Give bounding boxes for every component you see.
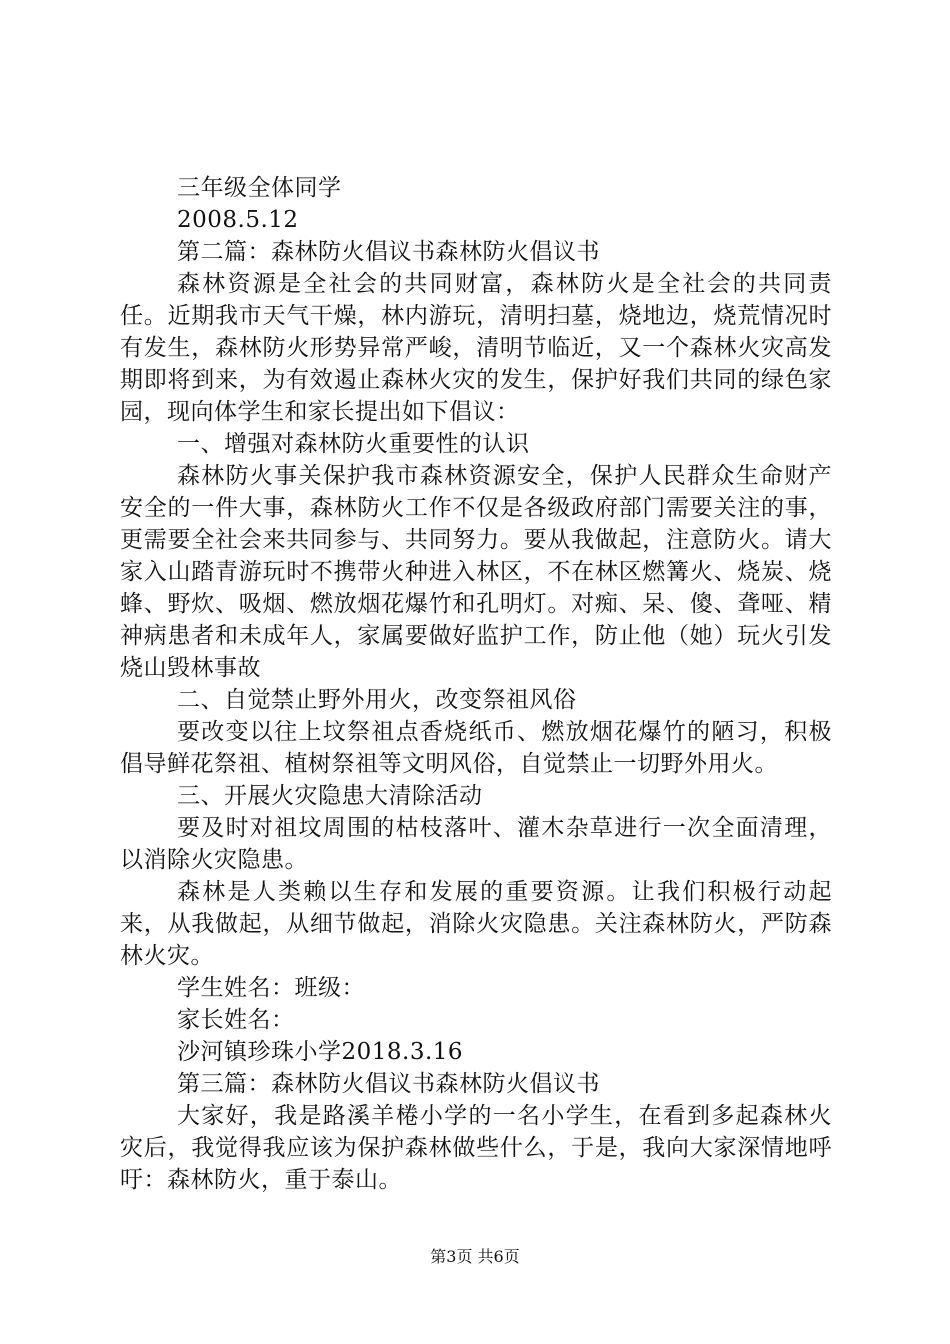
date-line: 2008.5.12 [177, 207, 299, 233]
page-number-footer: 第3页 共6页 [430, 1247, 520, 1266]
point-3-heading: 三、开展火灾隐患大清除活动 [177, 783, 483, 809]
point-2-body: 要改变以往上坟祭祖点香烧纸币、燃放烟花爆竹的陋习，积极倡导鲜花祭祖、植树祭祖等文明风俗，自觉禁止一切野外用火。 [120, 719, 832, 777]
section-heading-2: 第二篇：森林防火倡议书森林防火倡议书 [177, 239, 600, 265]
section-3-paragraph: 大家好，我是路溪羊棬小学的一名小学生，在看到多起森林火灾后，我觉得我应该为保护森林做些什么，于是，我向大家深情地呼吁：森林防火，重于泰山。 [120, 1103, 832, 1193]
intro-paragraph: 森林资源是全社会的共同财富，森林防火是全社会的共同责任。近期我市天气干燥，林内游玩，清明扫墓，烧地边，烧荒情况时有发生，森林防火形势异常严峻，清明节临近，又一个森林火灾高发期即将到来，为有效遏止森林火灾的发生，保护好我们共同的绿色家园，现向体学生和家长提出如下倡议： [120, 271, 832, 425]
section-heading-3: 第三篇：森林防火倡议书森林防火倡议书 [177, 1071, 600, 1097]
document-body [120, 172, 832, 1196]
point-1-heading: 一、增强对森林防火重要性的认识 [177, 431, 530, 457]
point-3-body: 要及时对祖坟周围的枯枝落叶、灌木杂草进行一次全面清理，以消除火灾隐患。 [120, 815, 832, 873]
student-name-line: 学生姓名：班级： [177, 975, 365, 1001]
recipient-line: 三年级全体同学 [177, 175, 342, 201]
school-date-line: 沙河镇珍珠小学2018.3.16 [177, 1039, 464, 1065]
point-1-body: 森林防火事关保护我市森林资源安全，保护人民群众生命财产安全的一件大事，森林防火工作不仅是各级政府部门需要关注的事，更需要全社会来共同参与、共同努力。要从我做起，注意防火。请大家入山踏青游玩时不携带火种进入林区，不在林区燃篝火、烧炭、烧蜂、野炊、吸烟、燃放烟花爆竹和孔明灯。对痴、呆、傻、聋哑、精神病患者和未成年人，家属要做好监护工作，防止他（她）玩火引发烧山毁林事故 [120, 463, 832, 681]
closing-paragraph: 森林是人类赖以生存和发展的重要资源。让我们积极行动起来，从我做起，从细节做起，消除火灾隐患。关注森林防火，严防森林火灾。 [120, 879, 832, 969]
parent-name-line: 家长姓名： [177, 1007, 295, 1033]
point-2-heading: 二、自觉禁止野外用火，改变祭祖风俗 [177, 687, 577, 713]
